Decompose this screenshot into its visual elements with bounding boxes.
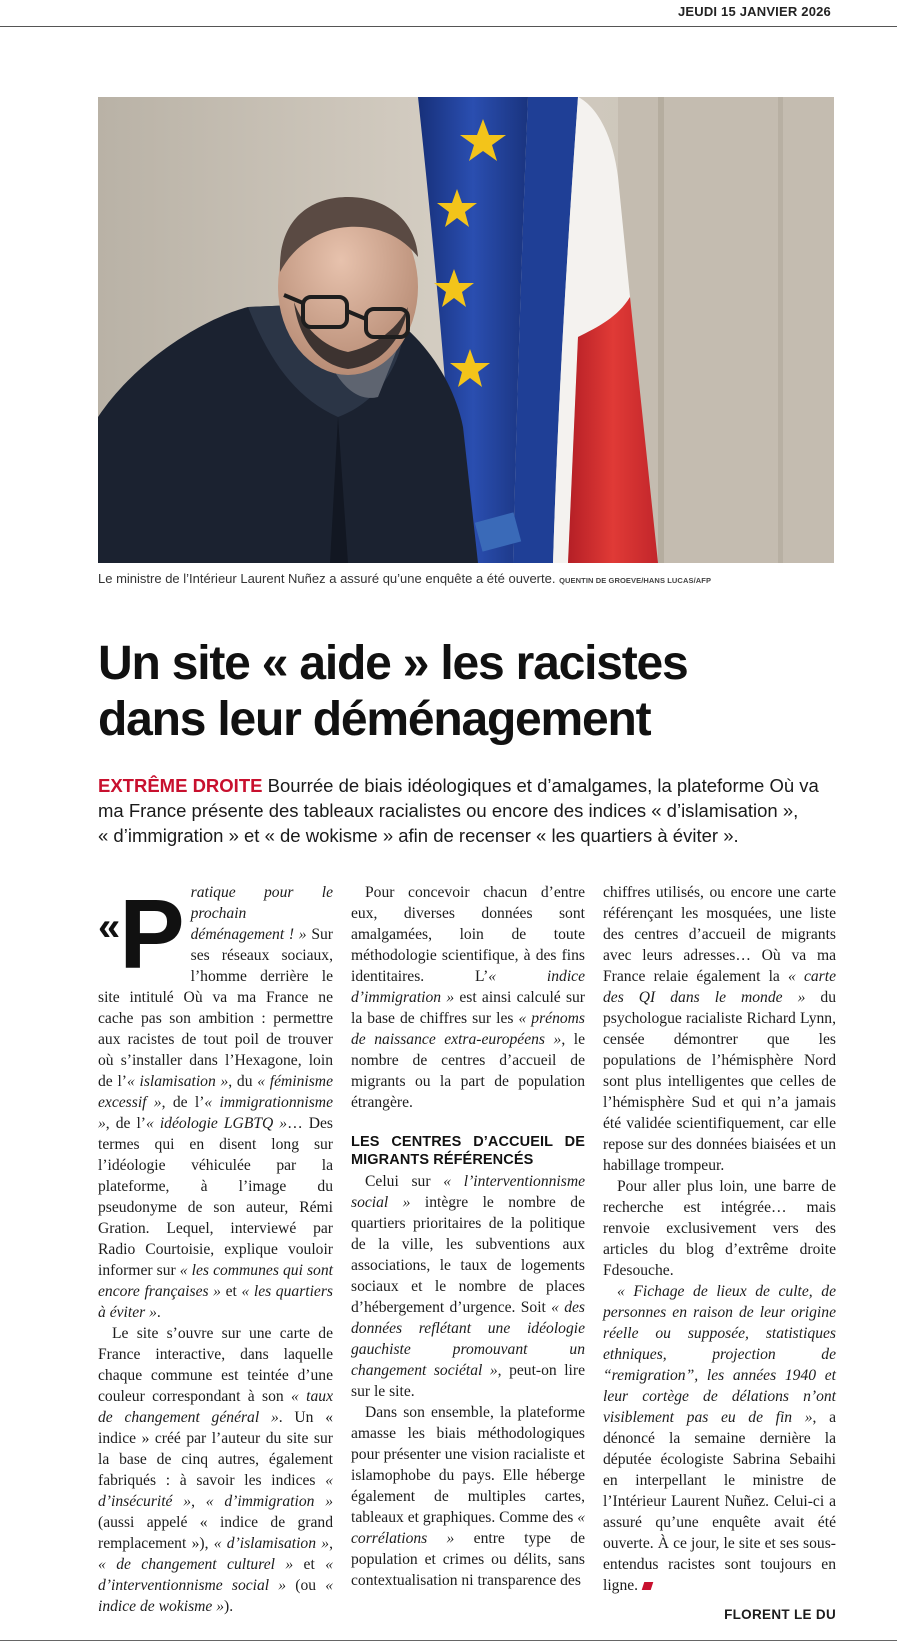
paragraph: « Fichage de lieux de culte, de personnes en raison de leur origine réelle ou supposée, statistiques ethniques, projection de “remigration”, les années 1940 et leur cortège de délations n’ont visiblement pas eu de fin », a dénoncé la semaine dernière la députée écologiste Sabrina Sebaihi en interpellant le ministre de l’Intérieur Laurent Nuñez. Celui-ci a assuré qu’une enquête avait été ouverte. À ce jour, le site et ses sous-entendus racistes sont toujours en ligne. bbox=[603, 1283, 836, 1594]
minister-photo-illustration bbox=[98, 97, 834, 563]
end-of-article-mark bbox=[642, 1582, 654, 1590]
article-column-1 bbox=[98, 879, 334, 1617]
caption-text: Le ministre de l’Intérieur Laurent Nuñez a assuré qu’une enquête a été ouverte. bbox=[98, 571, 556, 586]
headline-line-2: dans leur déménagement bbox=[98, 693, 651, 746]
kicker: EXTRÊME DROITE bbox=[98, 775, 263, 796]
article-photo bbox=[98, 97, 834, 563]
subheading: LES CENTRES D’ACCUEIL DE MIGRANTS RÉFÉRENCÉS bbox=[351, 1134, 585, 1168]
paragraph: Celui sur « l’interventionnisme social » intègre le nombre de quartiers prioritaires de la politique de la ville, les subventions aux associations, le taux de logements sociaux et le nombre de places d’hébergement d’urgence. Soit « des données reflétant une idéologie gauchiste promouvant un changement sociétal », peut-on lire sur le site. bbox=[351, 1173, 586, 1400]
article-column-3 bbox=[603, 882, 836, 1625]
standfirst bbox=[98, 773, 858, 848]
paragraph: Pour concevoir chacun d’entre eux, diverses données sont amalgamées, loin de toute méthodologie scientifique, à des fins identitaires. L’« indice d’immigration » est ainsi calculé sur la base de chiffres sur les « prénoms de naissance extra-européens », le nombre de centres d’accueil de migrants ou la part de population étrangère. bbox=[351, 884, 586, 1111]
top-rule bbox=[0, 26, 897, 27]
headline-line-1: Un site « aide » les racistes bbox=[98, 637, 688, 690]
paragraph: chiffres utilisés, ou encore une carte référençant les mosquées, une liste des centres d’accueil de migrants avec leurs adresses… Où va ma France relaie également la « carte des QI dans le monde » du psychologue racialiste Richard Lynn, censée démontrer que les populations de l’hémisphère Nord sont plus intelligentes que celles de l’hémisphère Sud et qui n’a jamais été validée scientifiquement, car elle repose sur des données biaisées et un habillage trompeur. bbox=[603, 884, 836, 1174]
standfirst-line-1: EXTRÊME DROITE Bourrée de biais idéologiques et d’amalgames, la plateforme Où va bbox=[98, 775, 819, 796]
standfirst-line-2: ma France présente des tableaux racialistes ou encore des indices « d’islamisation », bbox=[98, 800, 799, 821]
issue-date: JEUDI 15 JANVIER 2026 bbox=[677, 4, 831, 19]
article-column-2 bbox=[351, 882, 585, 1591]
paragraph: Pour aller plus loin, une barre de recherche est intégrée… mais renvoie exclusivement vers des articles du blog d’extrême droite Fdesouche. bbox=[603, 1178, 836, 1279]
bottom-rule bbox=[0, 1640, 897, 1641]
drop-cap: «P bbox=[98, 879, 185, 989]
headline bbox=[98, 636, 858, 748]
paragraph: Dans son ensemble, la plateforme amasse les biais méthodologiques pour présenter une vision racialiste et islamophobe du pays. Elle héberge également de multiples cartes, tableaux et graphiques. Comme des « corrélations » entre type de population et crimes ou délits, sans contextualisation ni transparence des bbox=[351, 1404, 585, 1589]
photo-credit: QUENTIN DE GROEVE/HANS LUCAS/AFP bbox=[559, 576, 712, 585]
photo-caption bbox=[98, 571, 858, 586]
paragraph: «P ratique pour le prochain déménagement ! » Sur ses réseaux sociaux, l’homme derrière le site intitulé Où va ma France ne cache pas son ambition : permettre aux racistes de tout poil de trouver où s’installer dans l’Hexagone, loin de l’« islamisation », du « féminisme excessif », de l’« immigrationnisme », de l’« idéologie LGBTQ »… Des termes qui en disent long sur l’idéologie véhiculée par la plateforme, à l’image du pseudonyme de son auteur, Rémi Gration. Lequel, interviewé par Radio Courtoisie, explique vouloir informer sur « les communes qui sont encore françaises » et « les quartiers à éviter ». bbox=[98, 879, 334, 1321]
standfirst-line-3: « d’immigration » et « de wokisme » afin de recenser « les quartiers à éviter ». bbox=[98, 825, 739, 846]
byline: FLORENT LE DU bbox=[724, 1607, 836, 1622]
paragraph: Le site s’ouvre sur une carte de France interactive, dans laquelle chaque commune est teintée d’une couleur correspondant à son « taux de changement général ». Un « indice » créé par l’auteur du site sur la base de cinq autres, également fabriqués : à savoir les indices « d’insécurité », « d’immigration » (aussi appelé « indice de grand remplacement »), « d’islamisation », « de changement culturel » et « d’interventionnisme social » (ou « indice de wokisme »). bbox=[98, 1325, 334, 1615]
